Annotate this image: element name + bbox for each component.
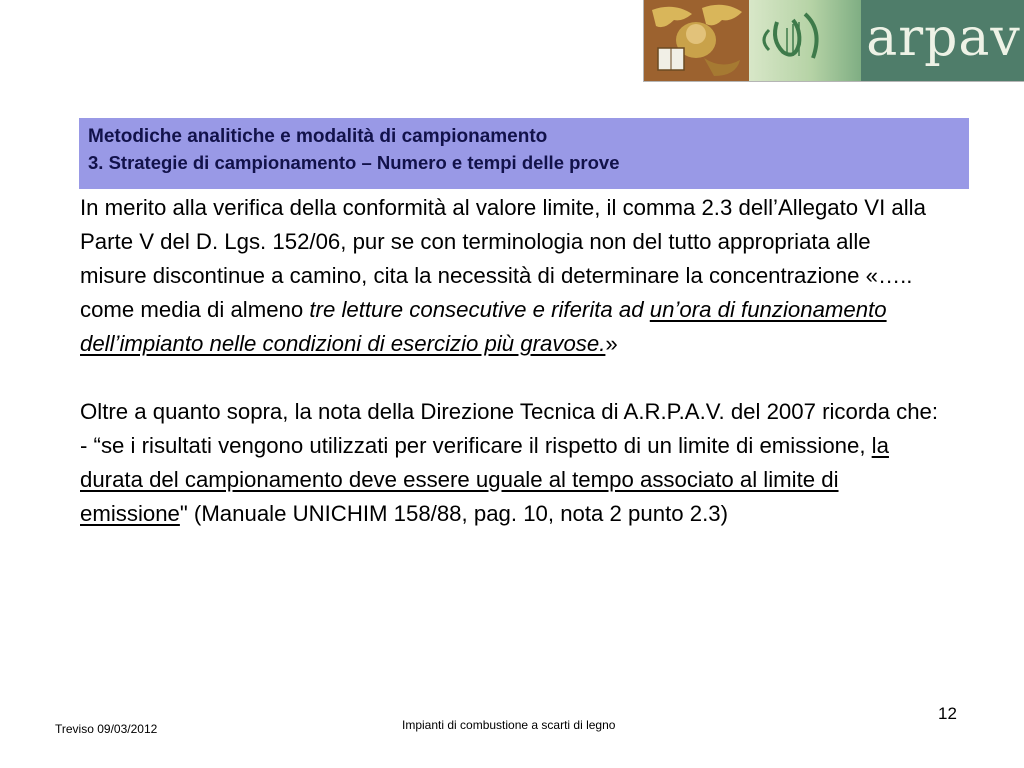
paragraph-1	[80, 191, 942, 361]
harp-icon	[749, 0, 861, 81]
p3-end: " (Manuale UNICHIM 158/88, pag. 10, nota 2 punto 2.3)	[179, 501, 728, 526]
paragraph-gap	[80, 361, 942, 395]
p2-text: Oltre a quanto sopra, la nota della Direzione Tecnica di A.R.P.A.V. del 2007 ricorda che:	[80, 399, 939, 424]
slide-title-box	[79, 118, 969, 189]
paragraph-3	[80, 429, 942, 531]
footer-title: Impianti di combustione a scarti di legno	[402, 718, 616, 732]
p1-end: »	[605, 331, 618, 356]
p1-text: In merito alla verifica della conformità al valore limite, il comma 2.3 dell’Allegato VI alla Parte V del D. Lgs. 152/06, pur se con terminologia non del tutto appropriata alle misure discontinue a camino, cita la necessità di determinare la concentrazione «….. come media di almeno	[80, 195, 926, 322]
footer-date: Treviso 09/03/2012	[55, 722, 158, 736]
p3-text: - “se i risultati vengono utilizzati per verificare il rispetto di un limite di emissione,	[80, 433, 872, 458]
slide-title: Metodiche analitiche e modalità di campionamento	[88, 126, 548, 147]
p1-italic-underline: un’ora di funzionamento dell’impianto nelle condizioni di esercizio più gravose.	[80, 297, 887, 356]
p1-italic: tre letture consecutive e riferita ad	[309, 297, 650, 322]
page-number: 12	[938, 704, 957, 723]
harp-symbol	[749, 0, 861, 81]
slide-subtitle: 3. Strategie di campionamento – Numero e tempi delle prove	[88, 152, 620, 173]
winged-lion-emblem	[644, 0, 749, 81]
slide-body	[80, 191, 942, 531]
paragraph-2	[80, 395, 942, 429]
lion-icon	[644, 0, 749, 81]
wordmark-text: arpav	[866, 7, 1021, 68]
p3-underline: la durata del campionamento deve essere uguale al tempo associato al limite di emissione	[80, 433, 889, 526]
arpav-wordmark	[861, 0, 1024, 81]
arpav-logo	[643, 0, 1024, 82]
